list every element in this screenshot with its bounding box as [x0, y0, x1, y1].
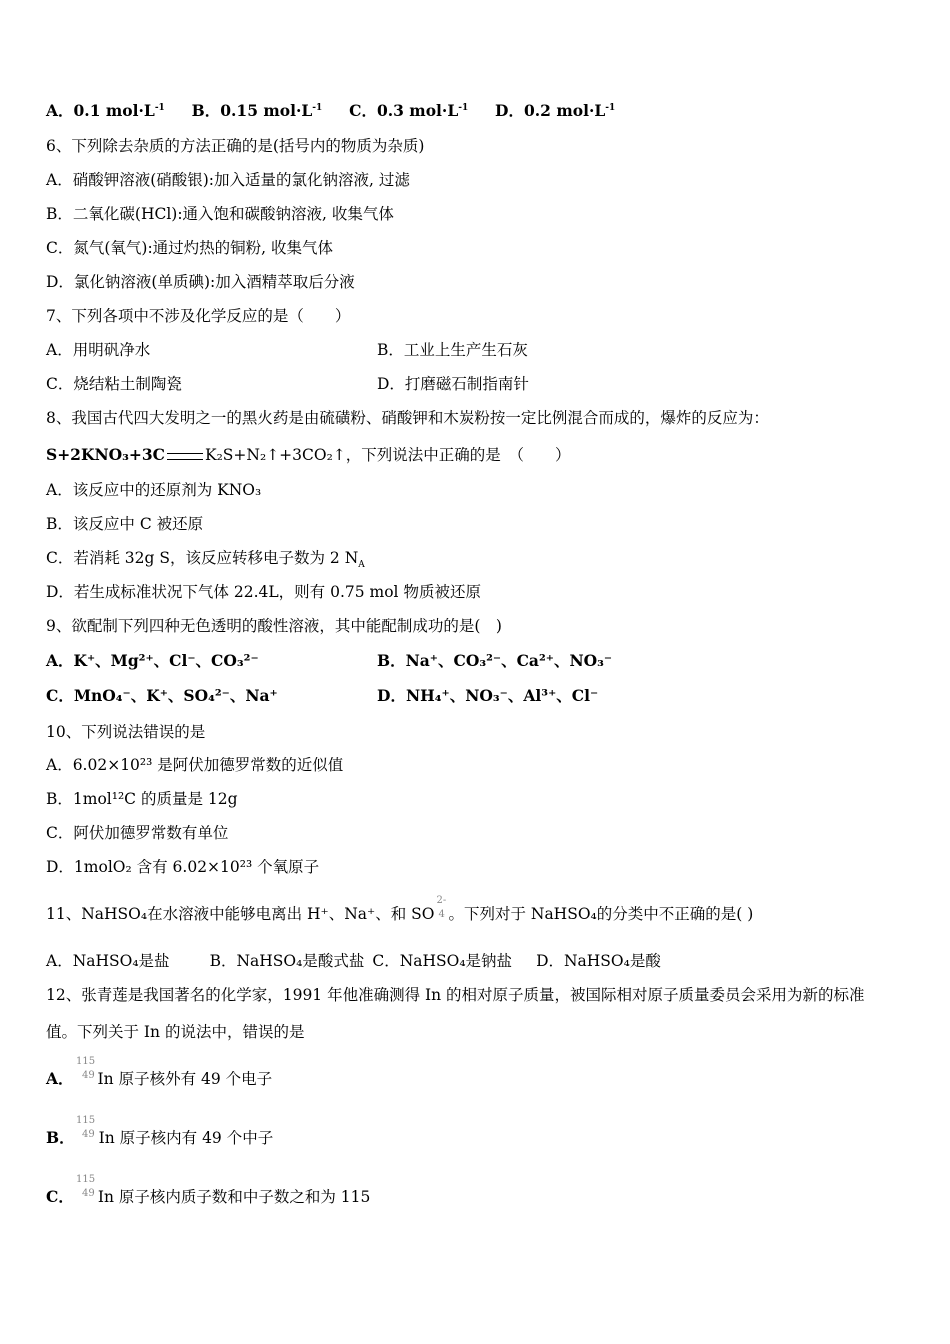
q5-option-b: B．0.15 $mol\cdot L^{-1}$ [191, 101, 323, 120]
q8-equation-right: K₂S+N₂↑+3CO₂↑，下列说法中正确的是 （ ） [205, 446, 571, 464]
q5-option-c: C．0.3 $mol\cdot L^{-1}$ [349, 101, 469, 120]
q9-option-b: B．Na⁺、CO₃²⁻、Ca²⁺、NO₃⁻ [377, 651, 613, 670]
isotope-atomic-number: 49 [82, 1070, 95, 1081]
q12-stem-line1: 12、张青莲是我国著名的化学家，1991 年他准确测得 In 的相对原子质量，被国际相对原子质量委员会采用为新的标准 [46, 986, 865, 1004]
q12-option-b: B． In 原子核内有 49 个中子 [46, 1128, 274, 1147]
isotope-atomic-number: 49 [82, 1188, 95, 1199]
q9-option-c: C．MnO₄⁻、K⁺、SO₄²⁻、Na⁺ [46, 686, 278, 705]
q11-options-row [46, 950, 661, 972]
q8-option-b: B．该反应中 C 被还原 [46, 515, 204, 533]
q5-option-a: A．0.1 $mol\cdot L^{-1}$ [46, 101, 165, 120]
q11-stem: 11、NaHSO₄在水溶液中能够电离出 H⁺、Na⁺、和 SO 2- 4 。下列对于 NaHSO₄的分类中不正确的是( ) [46, 895, 754, 923]
q7-option-a: A．用明矾净水 [46, 341, 151, 359]
q6-option-a: A．硝酸钾溶液(硝酸银):加入适量的氯化钠溶液, 过滤 [46, 171, 410, 189]
q10-option-a: A．6.02×10²³ 是阿伏加德罗常数的近似值 [46, 756, 344, 774]
q10-stem: 10、下列说法错误的是 [46, 723, 206, 741]
isotope-atomic-number: 49 [82, 1129, 95, 1140]
q8-equation-left: S+2KNO₃+3C [46, 445, 166, 464]
q7-stem: 7、下列各项中不涉及化学反应的是（ ） [46, 307, 351, 325]
isotope-mass-number: 115 [76, 1115, 96, 1126]
q8-option-a: A．该反应中的还原剂为 KNO₃ [46, 481, 262, 499]
q8-stem: 8、我国古代四大发明之一的黑火药是由硫磺粉、硝酸钾和木炭粉按一定比例混合而成的，爆炸的反应为： [46, 409, 769, 427]
q12-option-c: C． In 原子核内质子数和中子数之和为 115 [46, 1187, 371, 1206]
q5-option-d: D．0.2 $mol\cdot L^{-1}$ [495, 101, 616, 120]
q12-stem-line2: 值。下列关于 In 的说法中，错误的是 [46, 1023, 305, 1041]
q6-option-b: B．二氧化碳(HCl):通入饱和碳酸钠溶液, 收集气体 [46, 205, 394, 223]
q11-option-c: C．NaHSO₄是钠盐 [372, 952, 513, 970]
q11-option-d: D．NaHSO₄是酸 [536, 952, 661, 970]
q11-option-a: A．NaHSO₄是盐 [46, 952, 170, 970]
q10-option-c: C．阿伏加德罗常数有单位 [46, 824, 229, 842]
q7-option-c: C．烧结粘土制陶瓷 [46, 375, 182, 393]
isotope-mass-number: 115 [76, 1174, 96, 1185]
isotope-mass-number: 115 [76, 1056, 96, 1067]
reaction-sign-icon [167, 453, 203, 460]
q7-option-b: B．工业上生产生石灰 [377, 341, 528, 359]
q11-option-b: B．NaHSO₄是酸式盐 [209, 952, 365, 970]
q10-option-b: B．1mol¹²C 的质量是 12g [46, 790, 238, 808]
q12-option-a: A． In 原子核外有 49 个电子 [46, 1069, 273, 1088]
q8-option-d: D．若生成标准状况下气体 22.4L，则有 0.75 mol 物质被还原 [46, 583, 481, 601]
q9-stem: 9、欲配制下列四种无色透明的酸性溶液，其中能配制成功的是( ) [46, 617, 502, 635]
sulfate-subscript: 4 [438, 909, 445, 920]
q10-option-d: D．1molO₂ 含有 6.02×10²³ 个氧原子 [46, 858, 320, 876]
q9-option-a: A．K⁺、Mg²⁺、Cl⁻、CO₃²⁻ [46, 651, 259, 670]
q8-equation [46, 444, 571, 466]
q8-option-c: C．若消耗 32g S，该反应转移电子数为 2 $N_A$ [46, 549, 365, 571]
q6-option-d: D．氯化钠溶液(单质碘):加入酒精萃取后分液 [46, 273, 355, 291]
q9-option-d: D．NH₄⁺、NO₃⁻、Al³⁺、Cl⁻ [377, 686, 599, 705]
q5-options-row [46, 100, 615, 122]
q6-stem: 6、下列除去杂质的方法正确的是(括号内的物质为杂质) [46, 137, 425, 155]
q7-option-d: D．打磨磁石制指南针 [377, 375, 529, 393]
q6-option-c: C．氮气(氧气):通过灼热的铜粉, 收集气体 [46, 239, 334, 257]
sulfate-charge: 2- [436, 895, 447, 906]
